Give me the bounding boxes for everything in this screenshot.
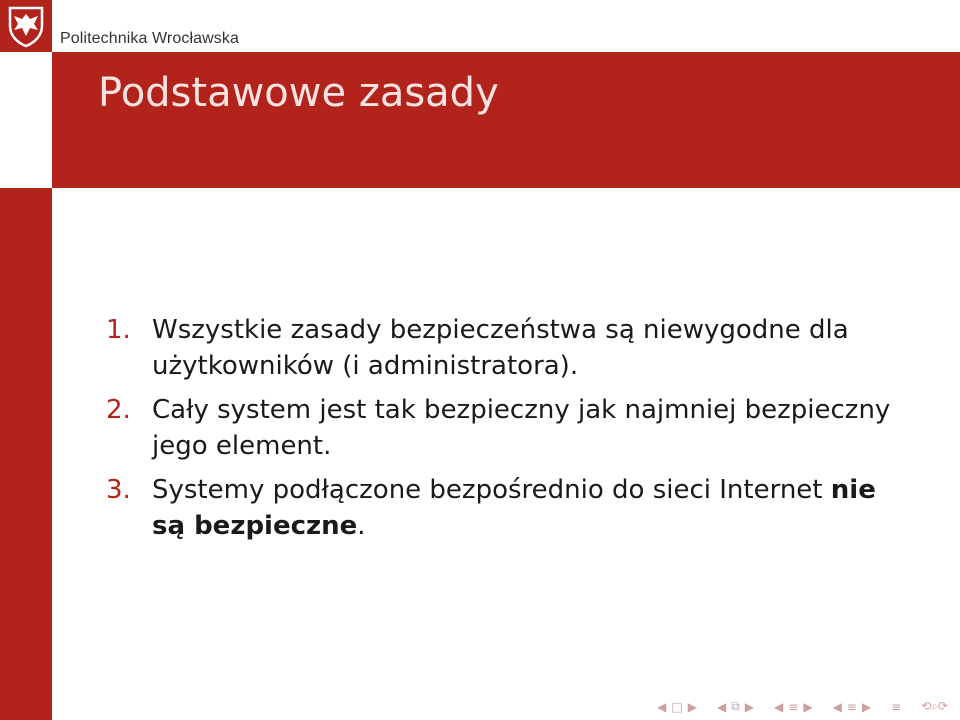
university-name: Politechnika Wrocławska	[60, 30, 239, 47]
nav-next-icon[interactable]: ▶	[803, 699, 813, 714]
subsection-icon[interactable]: ⧉	[731, 699, 740, 713]
search-icon[interactable]: ⟲⌕⟳	[921, 699, 948, 713]
list-item	[106, 472, 906, 544]
list-item	[106, 392, 906, 464]
slide-navigation	[657, 699, 948, 714]
section-icon[interactable]: ≡	[846, 699, 857, 714]
nav-prev-icon[interactable]: ◀	[832, 699, 842, 714]
list-item-bold-text: nie są bezpieczne	[152, 475, 876, 541]
list-item-text: Systemy podłączone bezpośrednio do sieci Internet	[152, 475, 831, 505]
list-item-text: Wszystkie zasady bezpieczeństwa są niewygodne dla użytkowników (i administratora).	[152, 315, 849, 381]
list-item	[106, 312, 906, 384]
university-logo	[0, 0, 52, 52]
nav-first-icon[interactable]: ◀	[657, 699, 667, 714]
list-item-suffix: .	[357, 511, 366, 541]
section-icon[interactable]: ≡	[788, 699, 799, 714]
list-item-number: 3.	[106, 475, 131, 505]
top-bar	[0, 0, 960, 52]
list-item-text: Cały system jest tak bezpieczny jak najmniej bezpieczny jego element.	[152, 395, 891, 461]
slide-title: Podstawowe zasady	[98, 70, 499, 116]
nav-next-icon[interactable]: ▶	[687, 699, 697, 714]
nav-prev-icon[interactable]: ◀	[716, 699, 727, 714]
list-item-number: 2.	[106, 395, 131, 425]
align-icon[interactable]: ≡	[891, 699, 902, 714]
nav-prev-icon[interactable]: ◀	[774, 699, 784, 714]
nav-next-icon[interactable]: ▶	[861, 699, 872, 714]
nav-next-icon[interactable]: ▶	[744, 699, 755, 714]
left-strip	[0, 188, 52, 720]
list-item-number: 1.	[106, 315, 131, 345]
frame-icon[interactable]: □	[671, 699, 683, 714]
content-list	[106, 312, 906, 552]
eagle-shield-icon	[0, 0, 52, 52]
